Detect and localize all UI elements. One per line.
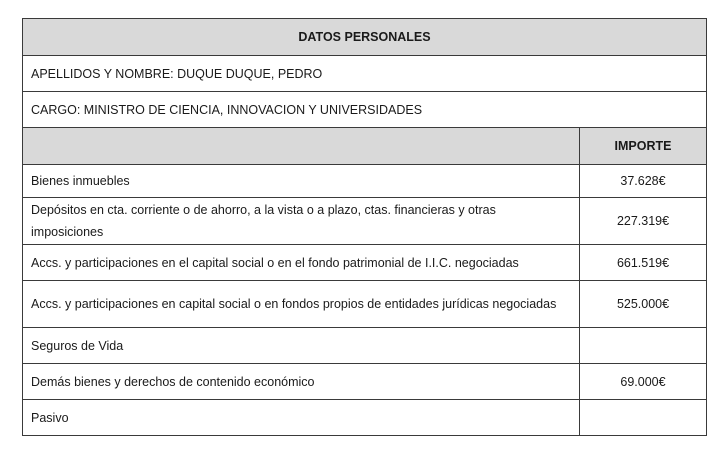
title-row	[23, 19, 707, 56]
table-row	[23, 364, 707, 400]
amount-cell: 37.628€	[580, 165, 707, 198]
concept-cell: Accs. y participaciones en el capital social o en el fondo patrimonial de I.I.C. negociadas	[23, 245, 580, 281]
section-title: DATOS PERSONALES	[23, 19, 707, 56]
table-row	[23, 165, 707, 198]
amount-header: IMPORTE	[580, 128, 707, 165]
concept-cell: Demás bienes y derechos de contenido económico	[23, 364, 580, 400]
amount-cell	[580, 328, 707, 364]
table-row	[23, 245, 707, 281]
table-row	[23, 198, 707, 245]
concept-cell: Seguros de Vida	[23, 328, 580, 364]
concept-header	[23, 128, 580, 165]
amount-cell: 525.000€	[580, 281, 707, 328]
concept-cell: Bienes inmuebles	[23, 165, 580, 198]
table-row	[23, 281, 707, 328]
position-line: CARGO: MINISTRO DE CIENCIA, INNOVACION Y UNIVERSIDADES	[23, 92, 707, 128]
table-row	[23, 328, 707, 364]
amount-cell	[580, 400, 707, 436]
position-row	[23, 92, 707, 128]
amount-cell: 69.000€	[580, 364, 707, 400]
amount-cell: 227.319€	[580, 198, 707, 245]
name-row	[23, 56, 707, 92]
table-row	[23, 400, 707, 436]
concept-cell: Pasivo	[23, 400, 580, 436]
amount-cell: 661.519€	[580, 245, 707, 281]
name-line: APELLIDOS Y NOMBRE: DUQUE DUQUE, PEDRO	[23, 56, 707, 92]
column-header-row	[23, 128, 707, 165]
declaration-table	[22, 18, 707, 436]
concept-cell: Accs. y participaciones en capital social o en fondos propios de entidades jurídicas negociadas	[23, 281, 580, 328]
concept-cell: Depósitos en cta. corriente o de ahorro, a la vista o a plazo, ctas. financieras y otras imposiciones	[23, 198, 580, 245]
